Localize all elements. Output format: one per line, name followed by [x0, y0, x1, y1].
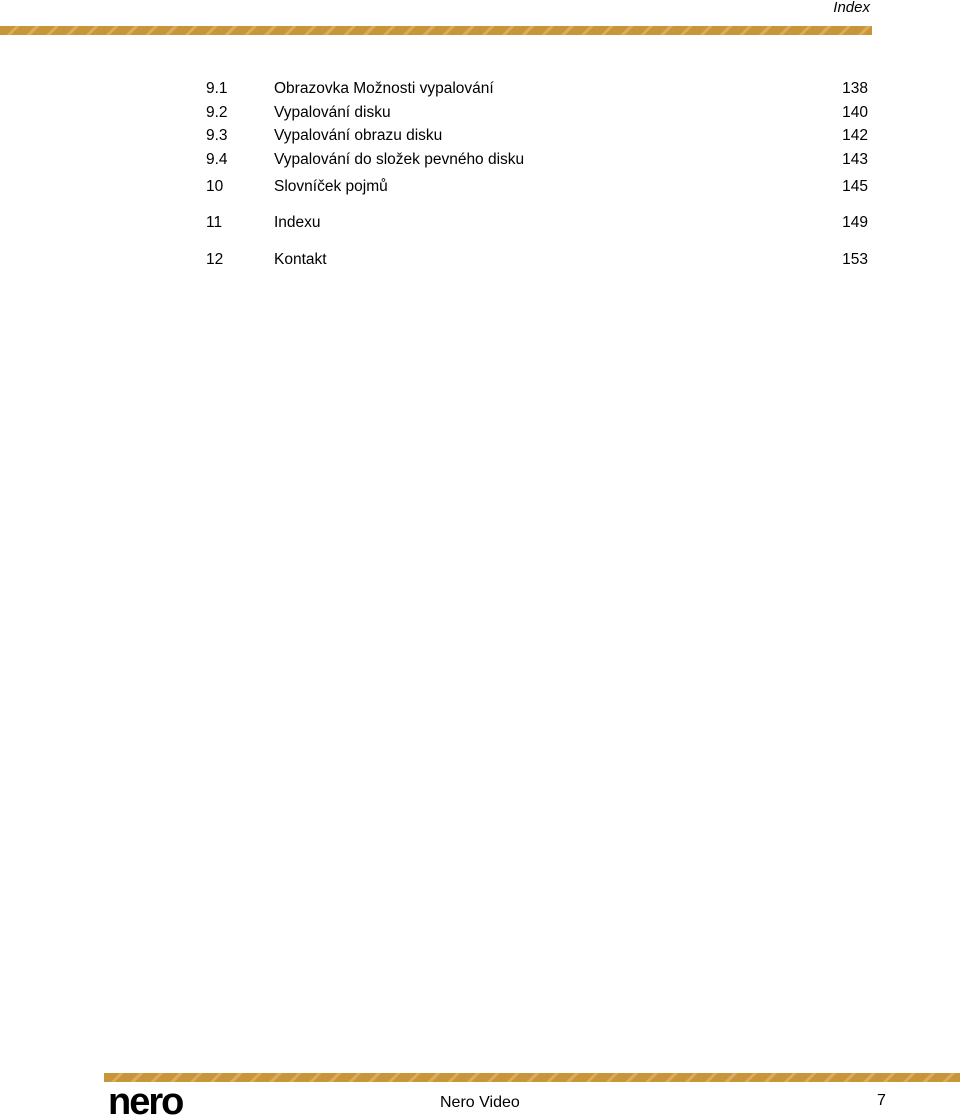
- toc-number: 9.1: [206, 80, 228, 97]
- toc-title: Vypalování obrazu disku: [274, 127, 443, 144]
- toc-title: Vypalování disku: [274, 103, 391, 121]
- toc-entry-9-2[interactable]: [206, 104, 868, 128]
- toc-page: 138: [842, 80, 868, 97]
- toc-title: Vypalování do složek pevného disku: [274, 150, 525, 168]
- footer-stripe: [104, 1073, 960, 1082]
- toc-page: 143: [842, 150, 868, 168]
- nero-logo: [108, 1084, 212, 1120]
- toc-entry-10[interactable]: [206, 174, 868, 202]
- toc-title: Kontakt: [274, 251, 327, 268]
- toc-number: 10: [206, 178, 224, 195]
- toc-page: 145: [842, 178, 868, 195]
- toc-page: 140: [842, 103, 868, 121]
- header-stripe: [0, 26, 872, 35]
- toc-entry-9-3[interactable]: [206, 127, 868, 151]
- toc-number: 9.2: [206, 103, 228, 121]
- toc-entry-9-1[interactable]: [206, 80, 868, 104]
- toc-title: Slovníček pojmů: [274, 178, 388, 195]
- logo-text: nero: [108, 1084, 183, 1120]
- footer-product-name: Nero Video: [440, 1094, 520, 1111]
- toc-page: 153: [842, 251, 868, 268]
- toc-entry-9-4[interactable]: [206, 151, 868, 175]
- toc-page: 142: [842, 127, 868, 144]
- table-of-contents: [206, 80, 868, 276]
- header-title: Index: [833, 0, 870, 16]
- toc-entry-11[interactable]: [206, 202, 868, 239]
- toc-title: Obrazovka Možnosti vypalování: [274, 80, 494, 97]
- toc-title: Indexu: [274, 214, 321, 231]
- toc-number: 12: [206, 251, 224, 268]
- toc-entry-12[interactable]: [206, 239, 868, 276]
- toc-number: 9.3: [206, 127, 228, 144]
- toc-page: 149: [842, 214, 868, 231]
- toc-number: 9.4: [206, 150, 228, 168]
- footer-page-number: 7: [877, 1092, 886, 1109]
- toc-number: 11: [206, 214, 223, 231]
